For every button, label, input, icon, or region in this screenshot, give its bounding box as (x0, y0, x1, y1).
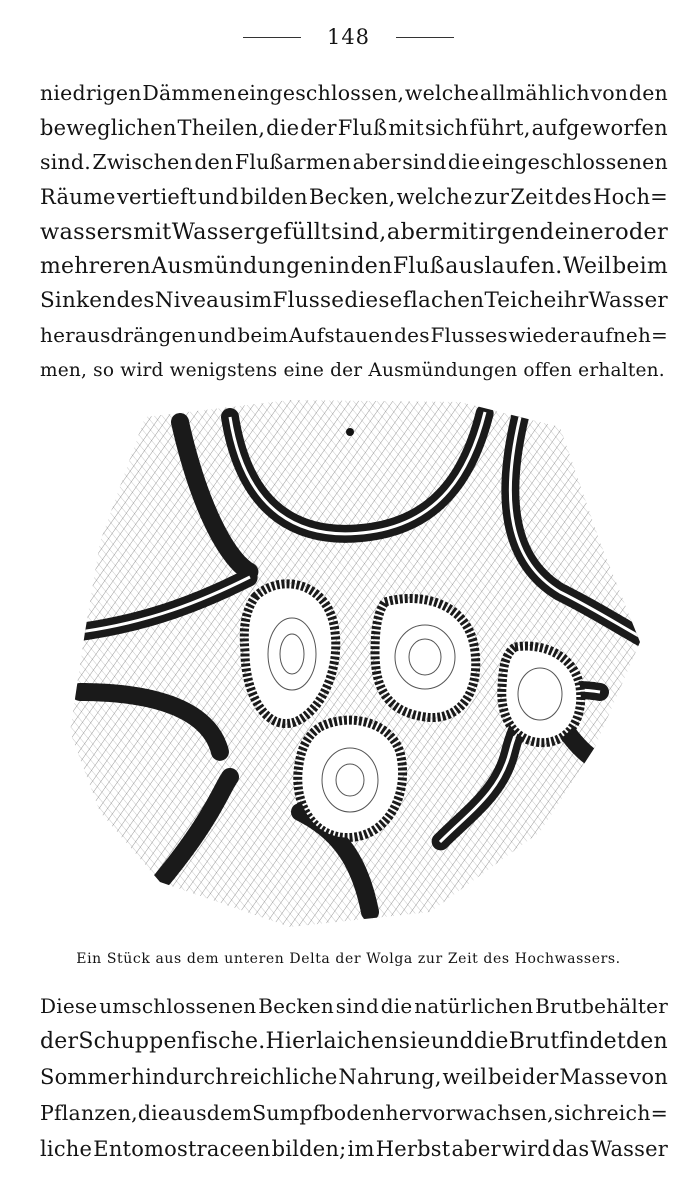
text-line: liche Entomostraceen bilden; im Herbst aber wird das Wasser (40, 1137, 668, 1162)
ink-spot (346, 428, 354, 436)
top-paragraph (40, 76, 668, 387)
page-header (0, 22, 697, 52)
header-rule-left (243, 37, 301, 38)
page-number: 148 (326, 25, 371, 49)
text-line: herausdrängen und beim Aufstauen des Flusses wieder aufneh= (40, 323, 668, 348)
text-line: sind. Zwischen den Flußarmen aber sind die eingeschlossenen (40, 150, 668, 175)
text-line: beweglichen Theilen, die der Fluß mit sich führt, aufgeworfen (40, 115, 668, 140)
text-line: wassers mit Wasser gefüllt sind, aber mit irgend einer oder (40, 218, 668, 245)
text-line: der Schuppenfische. Hier laichen sie und die Brut findet den (40, 1029, 668, 1055)
text-line: mehreren Ausmündungen in den Fluß auslaufen. Weil beim (40, 253, 668, 279)
figure-caption: Ein Stück aus dem unteren Delta der Wolga zur Zeit des Hochwassers. (76, 951, 621, 967)
delta-engraving (40, 392, 660, 937)
text-line: Sinken des Niveaus im Flusse diese flachen Teiche ihr Wasser (40, 288, 668, 314)
text-line: men, so wird wenigstens eine der Ausmündungen offen erhalten. (40, 359, 665, 381)
text-line: Räume vertieft und bilden Becken, welche zur Zeit des Hoch= (40, 185, 668, 210)
text-line: Diese umschlossenen Becken sind die natürlichen Brutbehälter (40, 993, 668, 1018)
header-rule-right (396, 37, 454, 38)
text-line: Sommer hindurch reichliche Nahrung, weil bei der Masse von (40, 1065, 668, 1090)
text-line: Pflanzen, die aus dem Sumpfboden hervorwachsen, sich reich= (40, 1101, 669, 1126)
bottom-paragraph (40, 988, 668, 1167)
delta-map-group (40, 392, 660, 937)
text-line: niedrigen Dämmen eingeschlossen, welche allmählich von den (40, 81, 668, 106)
